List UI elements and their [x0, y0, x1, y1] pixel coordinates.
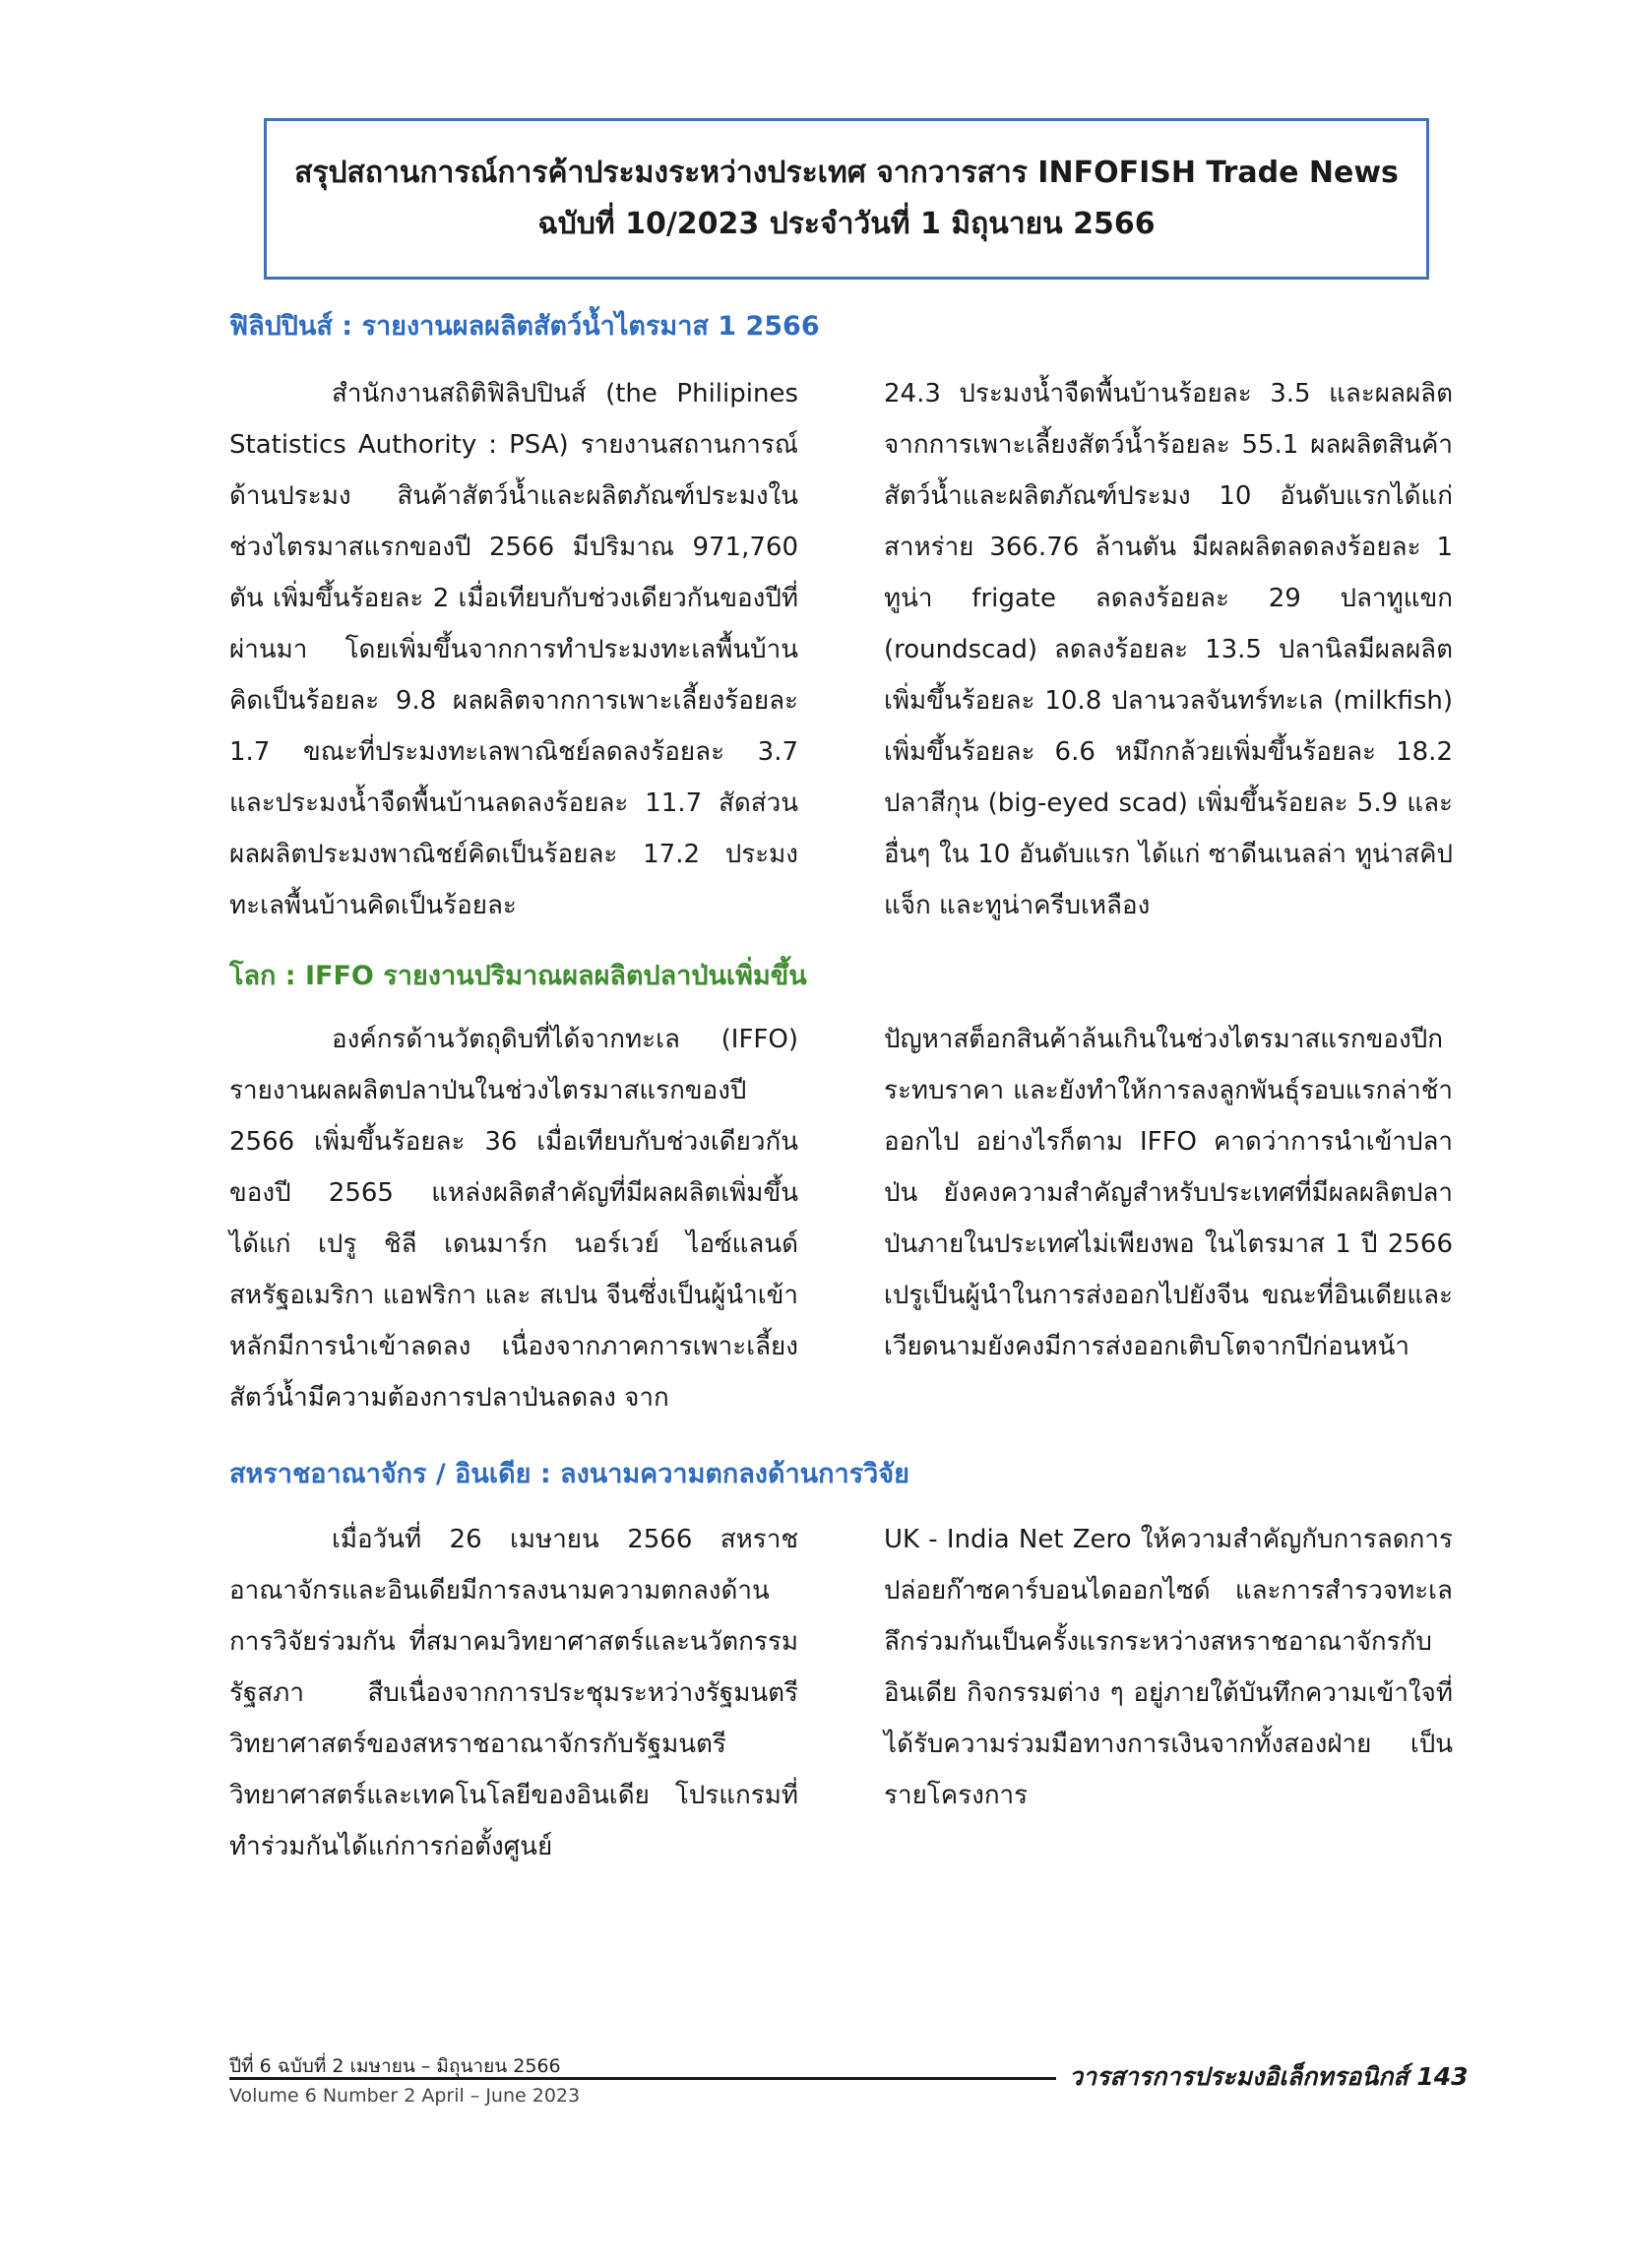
paragraph: 24.3 ประมงน้ำจืดพื้นบ้านร้อยละ 3.5 และผลผลิตจากการเพาะเลี้ยงสัตว์น้ำร้อยละ 55.1 ผลผลิตสินค้าสัตว์น้ำและผลิตภัณฑ์ประมง 10 อันดับแรกได้แก่ สาหร่าย 366.76 ล้านตัน มีผลผลิตลดลงร้อยละ 1 ทูน่า frigate ลดลงร้อยละ 29 ปลาทูแขก (roundscad) ลดลงร้อยละ 13.5 ปลานิลมีผลผลิตเพิ่มขึ้นร้อยละ 10.8 ปลานวลจันทร์ทะเล (milkfish) เพิ่มขึ้นร้อยละ 6.6 หมึกกล้วยเพิ่มขึ้นร้อยละ 18.2 ปลาสีกุน (big-eyed scad) เพิ่มขึ้นร้อยละ 5.9 และอื่นๆ ใน 10 อันดับแรก ได้แก่ ซาดีนเนลล่า ทูน่าสคิปแจ็ก และทูน่าครีบเหลือง	[884, 379, 1453, 920]
section-iffo-column-2	[884, 1014, 1453, 1372]
footer-rule	[229, 2077, 1056, 2080]
section-philippines-column-1	[229, 368, 798, 931]
title-line-1: สรุปสถานการณ์การค้าประมงระหว่างประเทศ จากวารสาร INFOFISH Trade News	[294, 156, 1399, 190]
section-heading-philippines: ฟิลิปปินส์ : รายงานผลผลิตสัตว์น้ำไตรมาส 1 2566	[229, 311, 820, 342]
paragraph: ปัญหาสต็อกสินค้าล้นเกินในช่วงไตรมาสแรกของปีกระทบราคา และยังทำให้การลงลูกพันธุ์รอบแรกล่าช้าออกไป อย่างไรก็ตาม IFFO คาดว่าการนำเข้าปลาป่น ยังคงความสำคัญสำหรับประเทศที่มีผลผลิตปลาป่นภายในประเทศไม่เพียงพอ ในไตรมาส 1 ปี 2566 เปรูเป็นผู้นำในการส่งออกไปยังจีน ขณะที่อินเดียและเวียดนามยังคงมีการส่งออกเติบโตจากปีก่อนหน้า	[884, 1025, 1453, 1361]
section-heading-iffo: โลก : IFFO รายงานปริมาณผลผลิตปลาป่นเพิ่มขึ้น	[229, 961, 807, 991]
footer-issue-english: Volume 6 Number 2 April – June 2023	[229, 2085, 581, 2107]
section-philippines-column-2	[884, 368, 1453, 931]
footer-issue-thai: ปีที่ 6 ฉบับที่ 2 เมษายน – มิถุนายน 2566	[229, 2055, 561, 2077]
section-uk-india-column-2	[884, 1514, 1453, 1821]
paragraph: องค์กรด้านวัตถุดิบที่ได้จากทะเล (IFFO) รายงานผลผลิตปลาป่นในช่วงไตรมาสแรกของปี 2566 เพิ่มขึ้นร้อยละ 36 เมื่อเทียบกับช่วงเดียวกันของปี 2565 แหล่งผลิตสำคัญที่มีผลผลิตเพิ่มขึ้นได้แก่ เปรู ชิลี เดนมาร์ก นอร์เวย์ ไอซ์แลนด์ สหรัฐอเมริกา แอฟริกา และ สเปน จีนซึ่งเป็นผู้นำเข้าหลักมีการนำเข้าลดลง เนื่องจากภาคการเพาะเลี้ยงสัตว์น้ำมีความต้องการปลาป่นลดลง จาก	[229, 1025, 798, 1413]
section-heading-uk-india: สหราชอาณาจักร / อินเดีย : ลงนามความตกลงด้านการวิจัย	[229, 1459, 909, 1489]
section-uk-india-column-1	[229, 1514, 798, 1872]
paragraph: เมื่อวันที่ 26 เมษายน 2566 สหราชอาณาจักรและอินเดียมีการลงนามความตกลงด้านการวิจัยร่วมกัน ที่สมาคมวิทยาศาสตร์และนวัตกรรม รัฐสภา สืบเนื่องจากการประชุมระหว่างรัฐมนตรีวิทยาศาสตร์ของสหราชอาณาจักรกับรัฐมนตรีวิทยาศาสตร์และเทคโนโลยีของอินเดีย โปรแกรมที่ทำร่วมกันได้แก่การก่อตั้งศูนย์	[229, 1525, 798, 1861]
title-line-2: ฉบับที่ 10/2023 ประจำวันที่ 1 มิถุนายน 2566	[537, 207, 1156, 241]
footer-journal-page: วารสารการประมงอิเล็กทรอนิกส์ 143	[1069, 2062, 1469, 2091]
paragraph: สำนักงานสถิติฟิลิปปินส์ (the Philipines Statistics Authority : PSA) รายงานสถานการณ์ด้านประมง สินค้าสัตว์น้ำและผลิตภัณฑ์ประมงในช่วงไตรมาสแรกของปี 2566 มีปริมาณ 971,760 ตัน เพิ่มขึ้นร้อยละ 2 เมื่อเทียบกับช่วงเดียวกันของปีที่ผ่านมา โดยเพิ่มขึ้นจากการทำประมงทะเลพื้นบ้านคิดเป็นร้อยละ 9.8 ผลผลิตจากการเพาะเลี้ยงร้อยละ 1.7 ขณะที่ประมงทะเลพาณิชย์ลดลงร้อยละ 3.7 และประมงน้ำจืดพื้นบ้านลดลงร้อยละ 11.7 สัดส่วนผลผลิตประมงพาณิชย์คิดเป็นร้อยละ 17.2 ประมงทะเลพื้นบ้านคิดเป็นร้อยละ	[229, 379, 798, 920]
paragraph: UK - India Net Zero ให้ความสำคัญกับการลดการปล่อยก๊าซคาร์บอนไดออกไซด์ และการสำรวจทะเลลึกร่วมกันเป็นครั้งแรกระหว่างสหราชอาณาจักรกับอินเดีย กิจกรรมต่าง ๆ อยู่ภายใต้บันทึกความเข้าใจที่ได้รับความร่วมมือทางการเงินจากทั้งสองฝ่าย เป็นรายโครงการ	[884, 1525, 1453, 1810]
title-box	[264, 118, 1429, 280]
section-iffo-column-1	[229, 1014, 798, 1423]
